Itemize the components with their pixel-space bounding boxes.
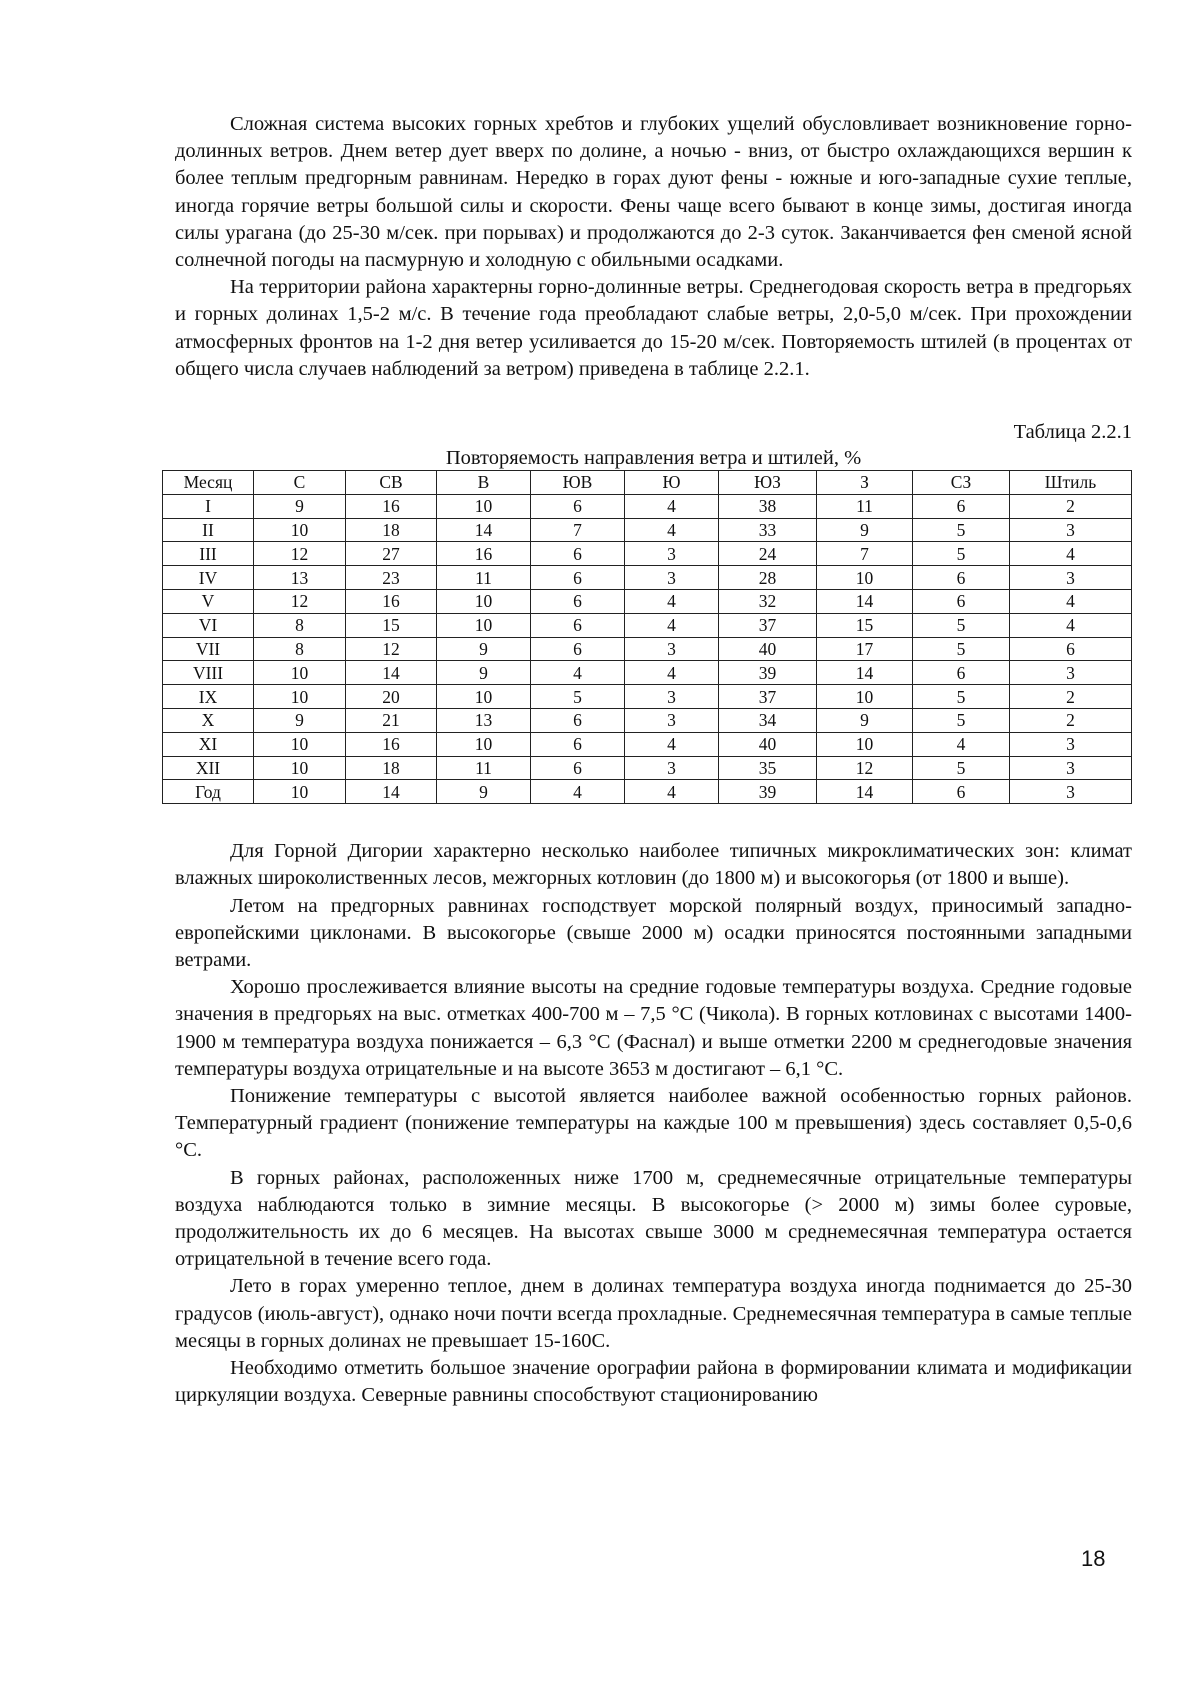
table-row [163, 494, 1132, 518]
table-value-cell: 11 [437, 756, 531, 780]
table-row [163, 613, 1132, 637]
table-value-cell: 37 [719, 685, 817, 709]
table-value-cell: 15 [346, 613, 437, 637]
table-header-cell: ЮЗ [719, 471, 817, 495]
table-header-cell: ЮВ [531, 471, 625, 495]
table-value-cell: 23 [346, 566, 437, 590]
table-value-cell: 9 [254, 709, 346, 733]
table-row [163, 732, 1132, 756]
table-value-cell: 38 [719, 494, 817, 518]
table-value-cell: 3 [625, 709, 719, 733]
table-value-cell: 9 [437, 637, 531, 661]
table-value-cell: 10 [437, 590, 531, 614]
table-value-cell: 10 [817, 566, 913, 590]
table-value-cell: 9 [817, 709, 913, 733]
table-value-cell: 10 [817, 685, 913, 709]
table-value-cell: 10 [254, 780, 346, 804]
table-value-cell: 10 [437, 613, 531, 637]
table-value-cell: 9 [817, 518, 913, 542]
table-value-cell: 3 [625, 756, 719, 780]
table-value-cell: 7 [531, 518, 625, 542]
table-value-cell: 4 [625, 780, 719, 804]
table-value-cell: 4 [625, 613, 719, 637]
table-value-cell: 14 [817, 661, 913, 685]
table-row [163, 542, 1132, 566]
table-value-cell: 9 [254, 494, 346, 518]
table-header-cell: Месяц [163, 471, 254, 495]
table-value-cell: 10 [254, 756, 346, 780]
table-row [163, 661, 1132, 685]
table-value-cell: 6 [531, 613, 625, 637]
table-value-cell: 16 [346, 590, 437, 614]
table-row [163, 637, 1132, 661]
table-value-cell: 4 [1010, 590, 1132, 614]
table-value-cell: 6 [531, 494, 625, 518]
table-value-cell: 10 [437, 685, 531, 709]
table-value-cell: 4 [625, 732, 719, 756]
table-value-cell: 4 [913, 732, 1010, 756]
table-value-cell: 5 [913, 542, 1010, 566]
table-value-cell: 33 [719, 518, 817, 542]
table-value-cell: 12 [254, 542, 346, 566]
table-row [163, 590, 1132, 614]
table-value-cell: 14 [817, 590, 913, 614]
table-value-cell: 3 [1010, 661, 1132, 685]
table-row [163, 709, 1132, 733]
table-value-cell: 6 [531, 732, 625, 756]
paragraph-foehn-winds: Сложная система высоких горных хребтов и глубоких ущелий обусловливает возникновение горно-долинных ветров. Днем ветер дует вверх по долине, а ночью - вниз, от быстро охлаждающихся вершин к более теплым предгорным равнинам. Нередко в горах дуют фены - южные и юго-западные сухие теплые, иногда горячие ветры большой силы и скорости. Фены чаще всего бывают в конце зимы, достигая иногда силы урагана (до 25-30 м/сек. при порывах) и продолжаются до 2-3 суток. Заканчивается фен сменой ясной солнечной погоды на пасмурную и холодную с обильными осадками. [175, 113, 1132, 272]
table-value-cell: 24 [719, 542, 817, 566]
table-header-cell: С [254, 471, 346, 495]
table-value-cell: 4 [531, 780, 625, 804]
table-header-row [163, 471, 1132, 495]
table-value-cell: 13 [254, 566, 346, 590]
table-month-cell: IV [163, 566, 254, 590]
table-month-cell: VII [163, 637, 254, 661]
table-value-cell: 6 [913, 780, 1010, 804]
table-value-cell: 21 [346, 709, 437, 733]
table-month-cell: II [163, 518, 254, 542]
table-month-cell: X [163, 709, 254, 733]
table-value-cell: 6 [531, 542, 625, 566]
table-value-cell: 11 [817, 494, 913, 518]
table-value-cell: 18 [346, 518, 437, 542]
table-value-cell: 4 [1010, 542, 1132, 566]
table-value-cell: 8 [254, 637, 346, 661]
table-header-cell: З [817, 471, 913, 495]
table-value-cell: 5 [913, 518, 1010, 542]
table-header-cell: Штиль [1010, 471, 1132, 495]
table-value-cell: 7 [817, 542, 913, 566]
table-value-cell: 6 [531, 637, 625, 661]
paragraph-orography: Необходимо отметить большое значение орографии района в формировании климата и модификации циркуляции воздуха. Северные равнины способствуют стационированию [175, 1357, 1132, 1407]
table-value-cell: 2 [1010, 709, 1132, 733]
text-after-table [175, 838, 1132, 1409]
table-value-cell: 35 [719, 756, 817, 780]
table-value-cell: 10 [437, 732, 531, 756]
table-value-cell: 27 [346, 542, 437, 566]
table-value-cell: 8 [254, 613, 346, 637]
table-value-cell: 2 [1010, 494, 1132, 518]
table-title: Повторяемость направления ветра и штилей, % [445, 447, 862, 470]
table-value-cell: 13 [437, 709, 531, 733]
table-value-cell: 3 [1010, 780, 1132, 804]
table-value-cell: 6 [913, 566, 1010, 590]
table-value-cell: 6 [531, 756, 625, 780]
table-value-cell: 3 [625, 542, 719, 566]
paragraph-altitude-temperature: Хорошо прослеживается влияние высоты на средние годовые температуры воздуха. Средние годовые значения в предгорьях на выс. отметках 400-700 м – 7,5 °С (Чикола). В горных котловинах с высотами 1400-1900 м температура воздуха понижается – 6,3 °С (Фаснал) и выше отметки 2200 м среднегодовые значения температуры воздуха отрицательные и на высоте 3653 м достигают – 6,1 °С. [175, 976, 1132, 1080]
table-value-cell: 10 [437, 494, 531, 518]
table-value-cell: 4 [531, 661, 625, 685]
table-value-cell: 5 [913, 613, 1010, 637]
table-value-cell: 20 [346, 685, 437, 709]
table-value-cell: 10 [817, 732, 913, 756]
table-value-cell: 5 [913, 756, 1010, 780]
wind-frequency-table [162, 470, 1132, 804]
table-value-cell: 3 [1010, 566, 1132, 590]
table-row [163, 780, 1132, 804]
table-value-cell: 10 [254, 685, 346, 709]
table-value-cell: 4 [625, 661, 719, 685]
table-value-cell: 9 [437, 661, 531, 685]
table-value-cell: 9 [437, 780, 531, 804]
table-value-cell: 4 [1010, 613, 1132, 637]
document-page [175, 111, 1132, 1409]
table-month-cell: XII [163, 756, 254, 780]
table-value-cell: 3 [625, 566, 719, 590]
table-value-cell: 4 [625, 590, 719, 614]
paragraph-valley-winds: На территории района характерны горно-долинные ветры. Среднегодовая скорость ветра в предгорьях и горных долинах 1,5-2 м/с. В течение года преобладают слабые ветры, 2,0-5,0 м/сек. При прохождении атмосферных фронтов на 1-2 дня ветер усиливается до 15-20 м/сек. Повторяемость штилей (в процентах от общего числа случаев наблюдений за ветром) приведена в таблице 2.2.1. [175, 276, 1132, 380]
paragraph-summer-air: Летом на предгорных равнинах господствует морской полярный воздух, приносимый западно-европейскими циклонами. В высокогорье (свыше 2000 м) осадки приносятся постоянными западными ветрами. [175, 894, 1132, 971]
table-value-cell: 2 [1010, 685, 1132, 709]
table-value-cell: 3 [625, 685, 719, 709]
table-value-cell: 3 [1010, 518, 1132, 542]
table-value-cell: 5 [913, 637, 1010, 661]
table-value-cell: 5 [913, 709, 1010, 733]
table-header-cell: В [437, 471, 531, 495]
table-value-cell: 6 [1010, 637, 1132, 661]
table-value-cell: 6 [531, 709, 625, 733]
table-row [163, 685, 1132, 709]
table-value-cell: 14 [346, 661, 437, 685]
table-value-cell: 3 [625, 637, 719, 661]
table-body [163, 494, 1132, 803]
table-month-cell: III [163, 542, 254, 566]
table-value-cell: 16 [346, 494, 437, 518]
paragraph-temperature-gradient: Понижение температуры с высотой является наиболее важной особенностью горных районов. Температурный градиент (понижение температуры на каждые 100 м превышения) здесь составляет 0,5-0,6 °С. [175, 1085, 1132, 1162]
table-value-cell: 10 [254, 518, 346, 542]
table-value-cell: 15 [817, 613, 913, 637]
table-value-cell: 3 [1010, 732, 1132, 756]
paragraph-winter-months: В горных районах, расположенных ниже 1700 м, среднемесячные отрицательные температуры воздуха наблюдаются только в зимние месяцы. В высокогорье (> 2000 м) зимы более суровые, продолжительность их до 6 месяцев. На высотах свыше 3000 м среднемесячная температура остается отрицательной в течение всего года. [175, 1166, 1132, 1271]
table-month-cell: V [163, 590, 254, 614]
table-header-cell: СВ [346, 471, 437, 495]
table-month-cell: VI [163, 613, 254, 637]
table-row [163, 756, 1132, 780]
table-value-cell: 10 [254, 661, 346, 685]
table-month-cell: IX [163, 685, 254, 709]
paragraph-summer-mountains: Лето в горах умеренно теплое, днем в долинах температура воздуха иногда поднимается до 25-30 градусов (июль-август), однако ночи почти всегда прохладные. Среднемесячная температура в самые теплые месяцы в горных долинах не превышает 15-160С. [175, 1275, 1132, 1352]
table-value-cell: 14 [817, 780, 913, 804]
table-number: Таблица 2.2.1 [1013, 421, 1132, 444]
paragraph-microclimate-zones: Для Горной Дигории характерно несколько наиболее типичных микроклиматических зон: климат влажных широколиственных лесов, межгорных котловин (до 1800 м) и высокогорья (от 1800 и выше). [175, 840, 1132, 890]
table-value-cell: 6 [913, 494, 1010, 518]
table-value-cell: 17 [817, 637, 913, 661]
table-value-cell: 5 [913, 685, 1010, 709]
table-value-cell: 6 [913, 590, 1010, 614]
table-value-cell: 40 [719, 732, 817, 756]
table-value-cell: 14 [346, 780, 437, 804]
table-value-cell: 4 [625, 518, 719, 542]
table-month-cell: Год [163, 780, 254, 804]
table-value-cell: 6 [531, 590, 625, 614]
table-value-cell: 16 [437, 542, 531, 566]
table-value-cell: 10 [254, 732, 346, 756]
table-header-cell: Ю [625, 471, 719, 495]
table-value-cell: 3 [1010, 756, 1132, 780]
table-value-cell: 5 [531, 685, 625, 709]
table-value-cell: 37 [719, 613, 817, 637]
table-value-cell: 11 [437, 566, 531, 590]
table-value-cell: 39 [719, 780, 817, 804]
table-value-cell: 28 [719, 566, 817, 590]
page-number: 18 [1081, 1546, 1106, 1571]
table-value-cell: 12 [817, 756, 913, 780]
table-value-cell: 34 [719, 709, 817, 733]
table-value-cell: 4 [625, 494, 719, 518]
table-row [163, 518, 1132, 542]
table-value-cell: 6 [531, 566, 625, 590]
table-row [163, 566, 1132, 590]
table-header-cell: СЗ [913, 471, 1010, 495]
table-value-cell: 18 [346, 756, 437, 780]
table-value-cell: 12 [254, 590, 346, 614]
table-value-cell: 32 [719, 590, 817, 614]
table-month-cell: I [163, 494, 254, 518]
table-value-cell: 39 [719, 661, 817, 685]
table-value-cell: 6 [913, 661, 1010, 685]
table-month-cell: XI [163, 732, 254, 756]
table-value-cell: 40 [719, 637, 817, 661]
table-month-cell: VIII [163, 661, 254, 685]
table-value-cell: 14 [437, 518, 531, 542]
table-value-cell: 16 [346, 732, 437, 756]
table-value-cell: 12 [346, 637, 437, 661]
